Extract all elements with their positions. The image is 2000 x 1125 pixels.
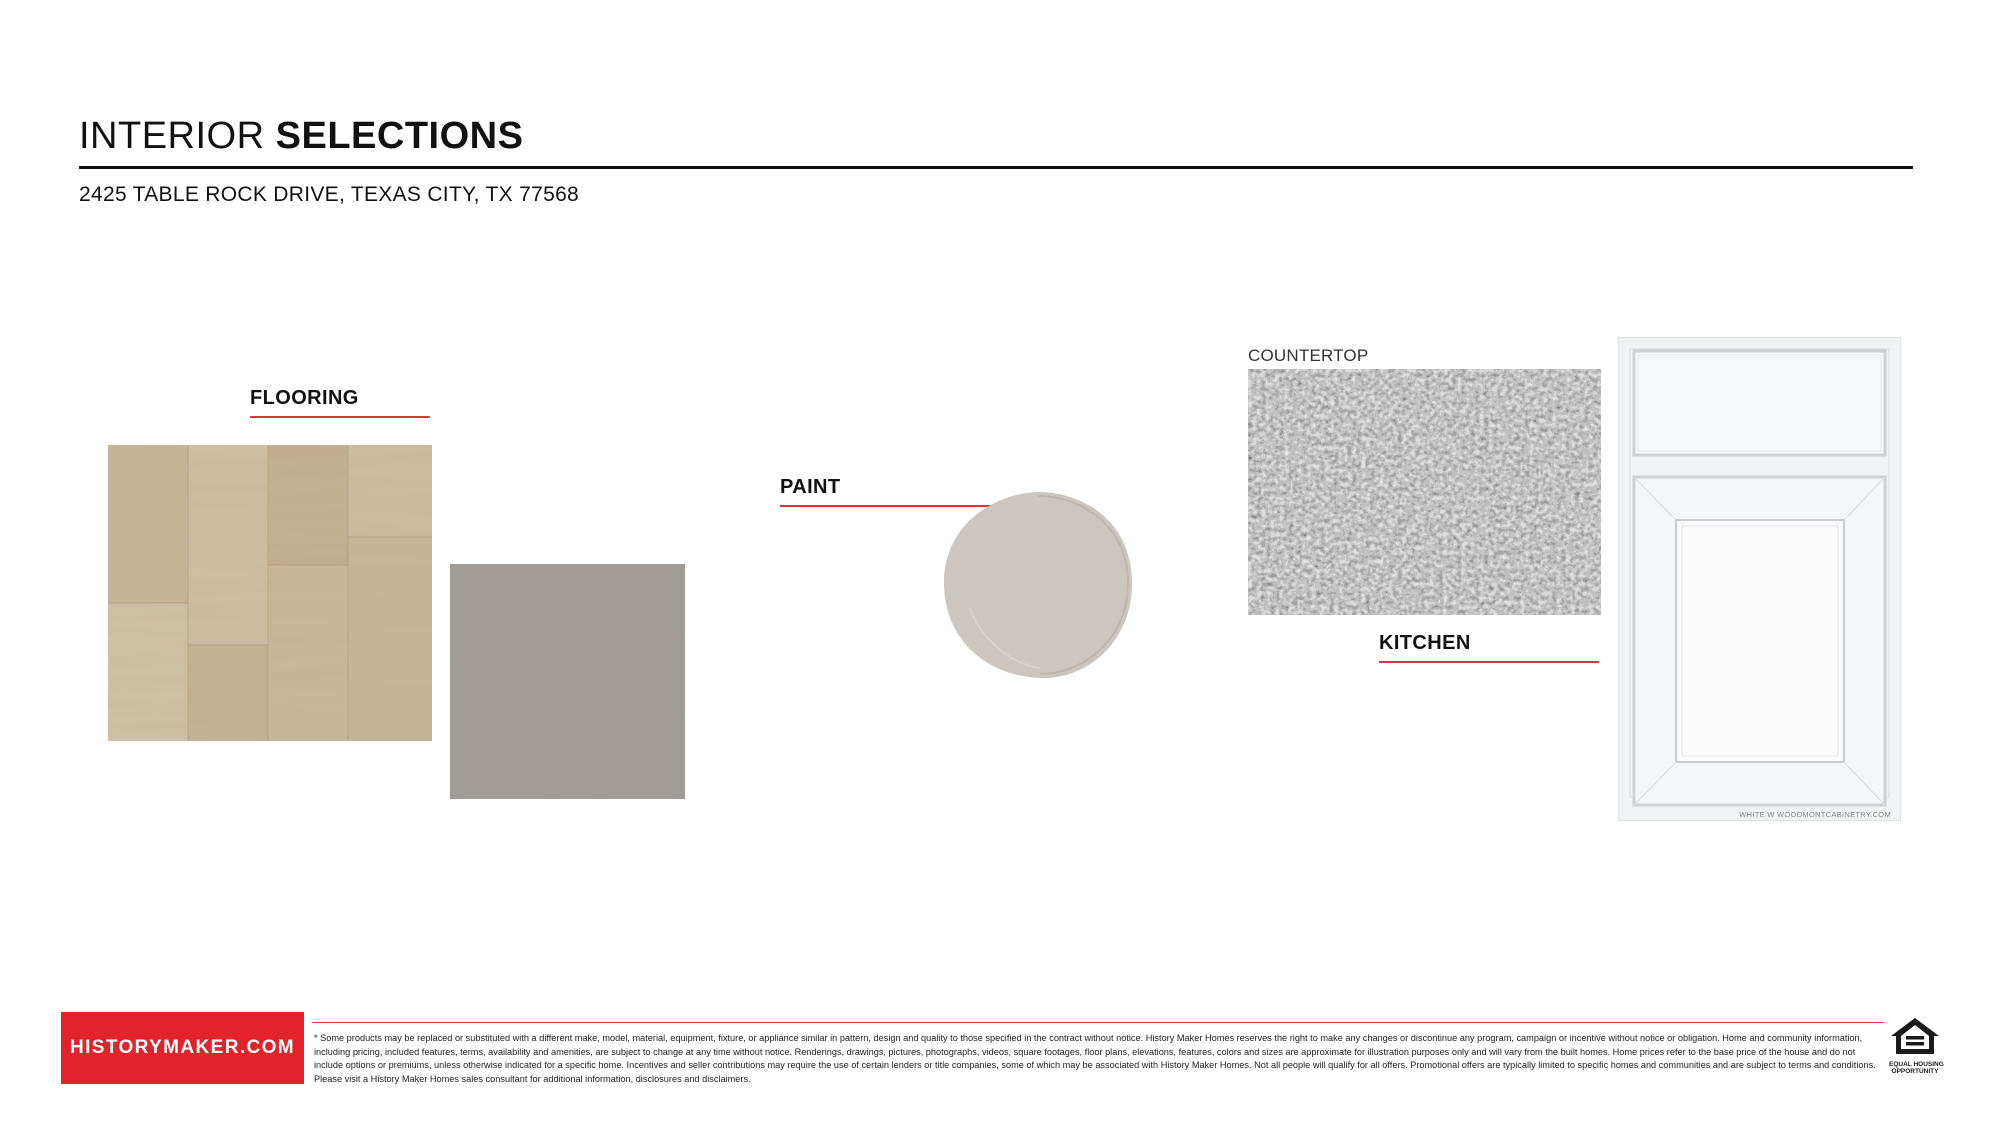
wood-texture-image [108,445,432,741]
title-light: INTERIOR [79,115,265,157]
eho-line-2: OPPORTUNITY [1891,1068,1939,1075]
flooring-underline [250,416,430,418]
eho-text [1889,1061,1944,1075]
disclaimer-text: * Some products may be replaced or substituted with a different make, model, material, equipment, fixture, or appliance similar in pattern, design and quality to those specified in the contract without notice. History Maker Homes reserves the right to make any changes or discontinue any program, campaign or incentive without notice or obligation. Home and community information, including pricing, included features, terms, availability and amenities, are subject to change at any time without notice. Renderings, drawings, pictures, photographs, videos, square footages, floor plans, elevations, features, colors and sizes are approximate for illustration purposes only and will vary from the built homes. Home prices refer to the base price of the house and do not include options or premiums, unless otherwise indicated for a specific home. Incentives and seller contributions may require the use of certain lenders or title companies, some of which may be associated with History Maker Homes. Not all people will qualify for all offers. Promotional offers are typically limited to specific homes and communities and are subject to terms and conditions. Please visit a History Maker Homes sales consultant for additional information, disclosures and disclaimers. [314,1033,1876,1084]
title-divider [79,166,1913,169]
cabinet-door-illustration [1618,337,1901,821]
eho-line-1: EQUAL HOUSING [1889,1061,1944,1068]
kitchen-underline [1379,661,1599,663]
kitchen-label: KITCHEN [1379,632,1471,654]
footer-divider [312,1022,1884,1023]
countertop-swatch [1248,369,1601,615]
title-bold: SELECTIONS [275,115,524,157]
equal-housing-logo [1889,1016,1944,1075]
wood-flooring-swatch [108,445,432,741]
granite-texture-image [1248,369,1601,615]
historymaker-link[interactable] [61,1012,304,1084]
flooring-label: FLOORING [250,387,359,409]
countertop-label: COUNTERTOP [1248,346,1369,365]
carpet-swatch [450,564,685,799]
house-icon [1889,1016,1941,1056]
cabinet-caption: WHITE W WOODMONTCABINETRY.COM [1739,810,1891,819]
cabinet-door-image [1618,337,1901,821]
property-address: 2425 TABLE ROCK DRIVE, TEXAS CITY, TX 77568 [79,183,580,206]
paint-blob-image [940,488,1136,682]
carpet-texture-image [450,564,685,799]
page-title [79,112,523,160]
paint-color-swatch [940,488,1136,682]
brand-text: HISTORYMAKER.COM [69,1037,296,1058]
paint-label: PAINT [780,476,841,498]
